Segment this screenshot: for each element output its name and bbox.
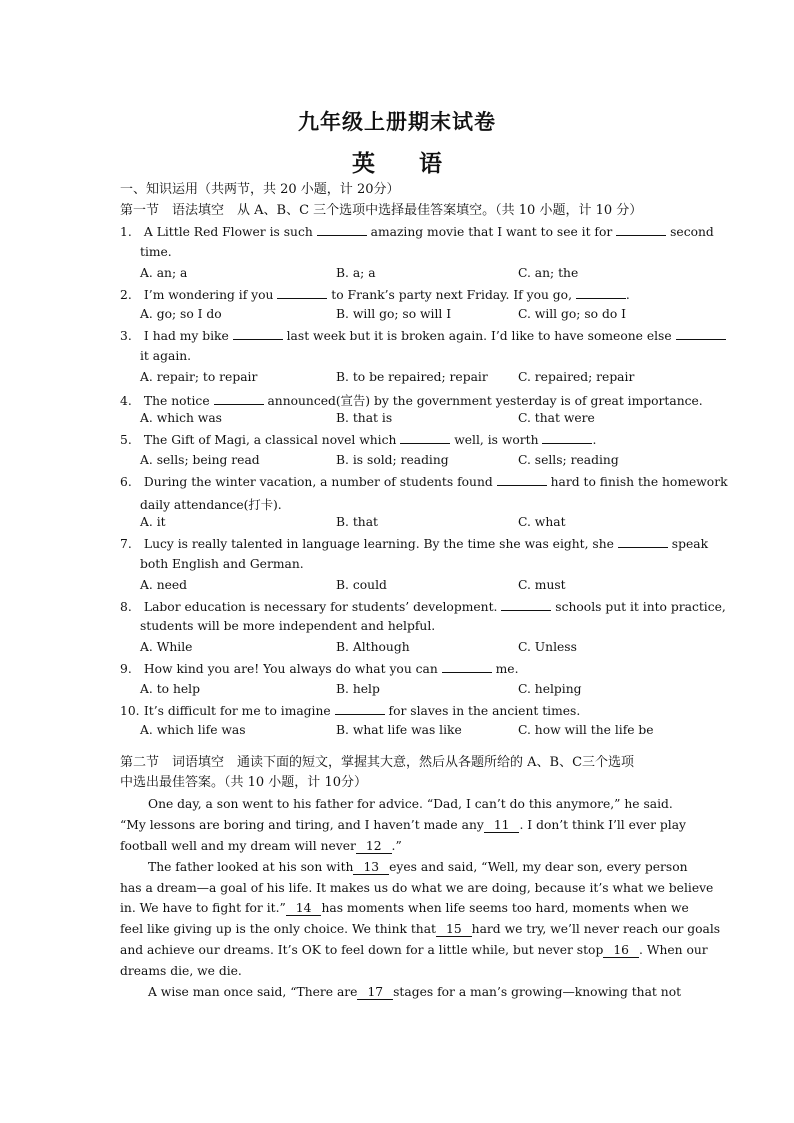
- answer-blank[interactable]: [616, 224, 666, 236]
- cloze-blank-14[interactable]: 14: [286, 902, 322, 916]
- section2-header: 第二节 词语填空 通读下面的短文，掌握其大意，然后从各题所给的 A、B、C三个选项: [120, 755, 635, 770]
- option-b[interactable]: B. help: [336, 682, 380, 696]
- section2-header-cont: 中选出最佳答案。（共 10 小题，计 10分）: [120, 775, 367, 790]
- answer-blank[interactable]: [233, 328, 283, 340]
- option-a[interactable]: A. an; a: [140, 266, 188, 280]
- option-c[interactable]: C. repaired; repair: [518, 370, 635, 384]
- option-c[interactable]: C. that were: [518, 411, 595, 425]
- question-3: 3. I had my bike last week but it is broken again. I’d like to have someone else: [120, 328, 676, 343]
- cloze-blank-16[interactable]: 16: [603, 944, 639, 958]
- option-a[interactable]: A. which was: [140, 411, 222, 425]
- option-a[interactable]: A. it: [140, 515, 166, 529]
- question-6-continuation: daily attendance(打卡).: [140, 498, 282, 512]
- answer-blank[interactable]: [542, 432, 592, 444]
- question-8: 8. Labor education is necessary for students’ development. schools put it into practice,: [120, 600, 726, 614]
- option-c[interactable]: C. how will the life be: [518, 723, 654, 737]
- answer-blank[interactable]: [335, 703, 385, 715]
- option-a[interactable]: A. which life was: [140, 723, 246, 737]
- question-10: 10. It’s difficult for me to imagine for slaves in the ancient times.: [120, 704, 581, 718]
- passage-line: has a dream—a goal of his life. It makes us do what we are doing, because it’s what we believe: [120, 881, 714, 895]
- question-1-continuation: time.: [140, 245, 172, 259]
- question-3-continuation: it again.: [140, 349, 192, 363]
- question-9: 9. How kind you are! You always do what you can me.: [120, 662, 519, 676]
- cloze-blank-12[interactable]: 12: [356, 840, 392, 854]
- question-6: 6. During the winter vacation, a number of students found hard to finish the homework: [120, 475, 728, 489]
- passage-line: in. We have to fight for it.” 14 has moments when life seems too hard, moments when we: [120, 901, 689, 915]
- option-a[interactable]: A. While: [140, 640, 193, 654]
- option-b[interactable]: B. that is: [336, 411, 393, 425]
- subject-title: 英语: [352, 150, 486, 177]
- option-b[interactable]: B. to be repaired; repair: [336, 370, 488, 384]
- question-7-continuation: both English and German.: [140, 557, 304, 571]
- answer-blank[interactable]: [317, 224, 367, 236]
- section1-header: 第一节 语法填空 从 A、B、C 三个选项中选择最佳答案填空。（共 10 小题，计 10 分）: [120, 203, 643, 218]
- option-a[interactable]: A. to help: [140, 682, 200, 696]
- option-b[interactable]: B. what life was like: [336, 723, 462, 737]
- answer-blank[interactable]: [442, 661, 492, 673]
- passage-line: The father looked at his son with 13 eyes and said, “Well, my dear son, every person: [148, 860, 688, 874]
- answer-blank[interactable]: [400, 432, 450, 444]
- option-b[interactable]: B. Although: [336, 640, 410, 654]
- question-1: 1. A Little Red Flower is such amazing movie that I want to see it for second: [120, 225, 714, 239]
- passage-line: A wise man once said, “There are 17 stages for a man’s growing—knowing that not: [148, 985, 682, 999]
- passage-line: football well and my dream will never 12 .”: [120, 839, 402, 853]
- option-a[interactable]: A. go; so I do: [140, 307, 222, 321]
- cloze-blank-15[interactable]: 15: [436, 923, 472, 937]
- option-c[interactable]: C. helping: [518, 682, 582, 696]
- passage-line: dreams die, we die.: [120, 964, 242, 978]
- question-2: 2. I’m wondering if you to Frank’s party next Friday. If you go, .: [120, 288, 630, 302]
- answer-blank[interactable]: [501, 599, 551, 611]
- question-8-continuation: students will be more independent and helpful.: [140, 619, 436, 633]
- cloze-blank-11[interactable]: 11: [484, 819, 520, 833]
- part1-header: 一、知识运用（共两节，共 20 小题，计 20分）: [120, 182, 400, 197]
- exam-title: 九年级上册期末试卷: [298, 109, 496, 134]
- option-b[interactable]: B. could: [336, 578, 387, 592]
- passage-line: feel like giving up is the only choice. We think that 15 hard we try, we’ll never reach our goals: [120, 922, 721, 936]
- passage-line: and achieve our dreams. It’s OK to feel down for a little while, but never stop 16 . When our: [120, 943, 708, 957]
- option-a[interactable]: A. repair; to repair: [140, 370, 258, 384]
- option-c[interactable]: C. sells; reading: [518, 453, 619, 467]
- option-a[interactable]: A. need: [140, 578, 188, 592]
- option-b[interactable]: B. will go; so will I: [336, 307, 452, 321]
- answer-blank[interactable]: [214, 393, 264, 405]
- option-c[interactable]: C. must: [518, 578, 566, 592]
- passage-line: “My lessons are boring and tiring, and I haven’t made any 11 . I don’t think I’ll ever play: [120, 818, 687, 832]
- option-b[interactable]: B. is sold; reading: [336, 453, 449, 467]
- question-7: 7. Lucy is really talented in language learning. By the time she was eight, she speak: [120, 537, 709, 551]
- option-c[interactable]: C. Unless: [518, 640, 577, 654]
- option-a[interactable]: A. sells; being read: [140, 453, 260, 467]
- passage-line: One day, a son went to his father for advice. “Dad, I can’t do this anymore,” he said.: [148, 797, 673, 811]
- answer-blank[interactable]: [277, 287, 327, 299]
- option-b[interactable]: B. a; a: [336, 266, 376, 280]
- option-c[interactable]: C. what: [518, 515, 566, 529]
- answer-blank[interactable]: [576, 287, 626, 299]
- question-4: 4. The notice announced(宣告) by the government yesterday is of great importance.: [120, 394, 703, 408]
- answer-blank[interactable]: [618, 536, 668, 548]
- option-c[interactable]: C. will go; so do I: [518, 307, 627, 321]
- option-b[interactable]: B. that: [336, 515, 378, 529]
- cloze-blank-13[interactable]: 13: [353, 861, 389, 875]
- answer-blank[interactable]: [497, 474, 547, 486]
- answer-blank[interactable]: [676, 328, 726, 340]
- cloze-blank-17[interactable]: 17: [357, 986, 393, 1000]
- option-c[interactable]: C. an; the: [518, 266, 579, 280]
- question-5: 5. The Gift of Magi, a classical novel which well, is worth .: [120, 433, 597, 447]
